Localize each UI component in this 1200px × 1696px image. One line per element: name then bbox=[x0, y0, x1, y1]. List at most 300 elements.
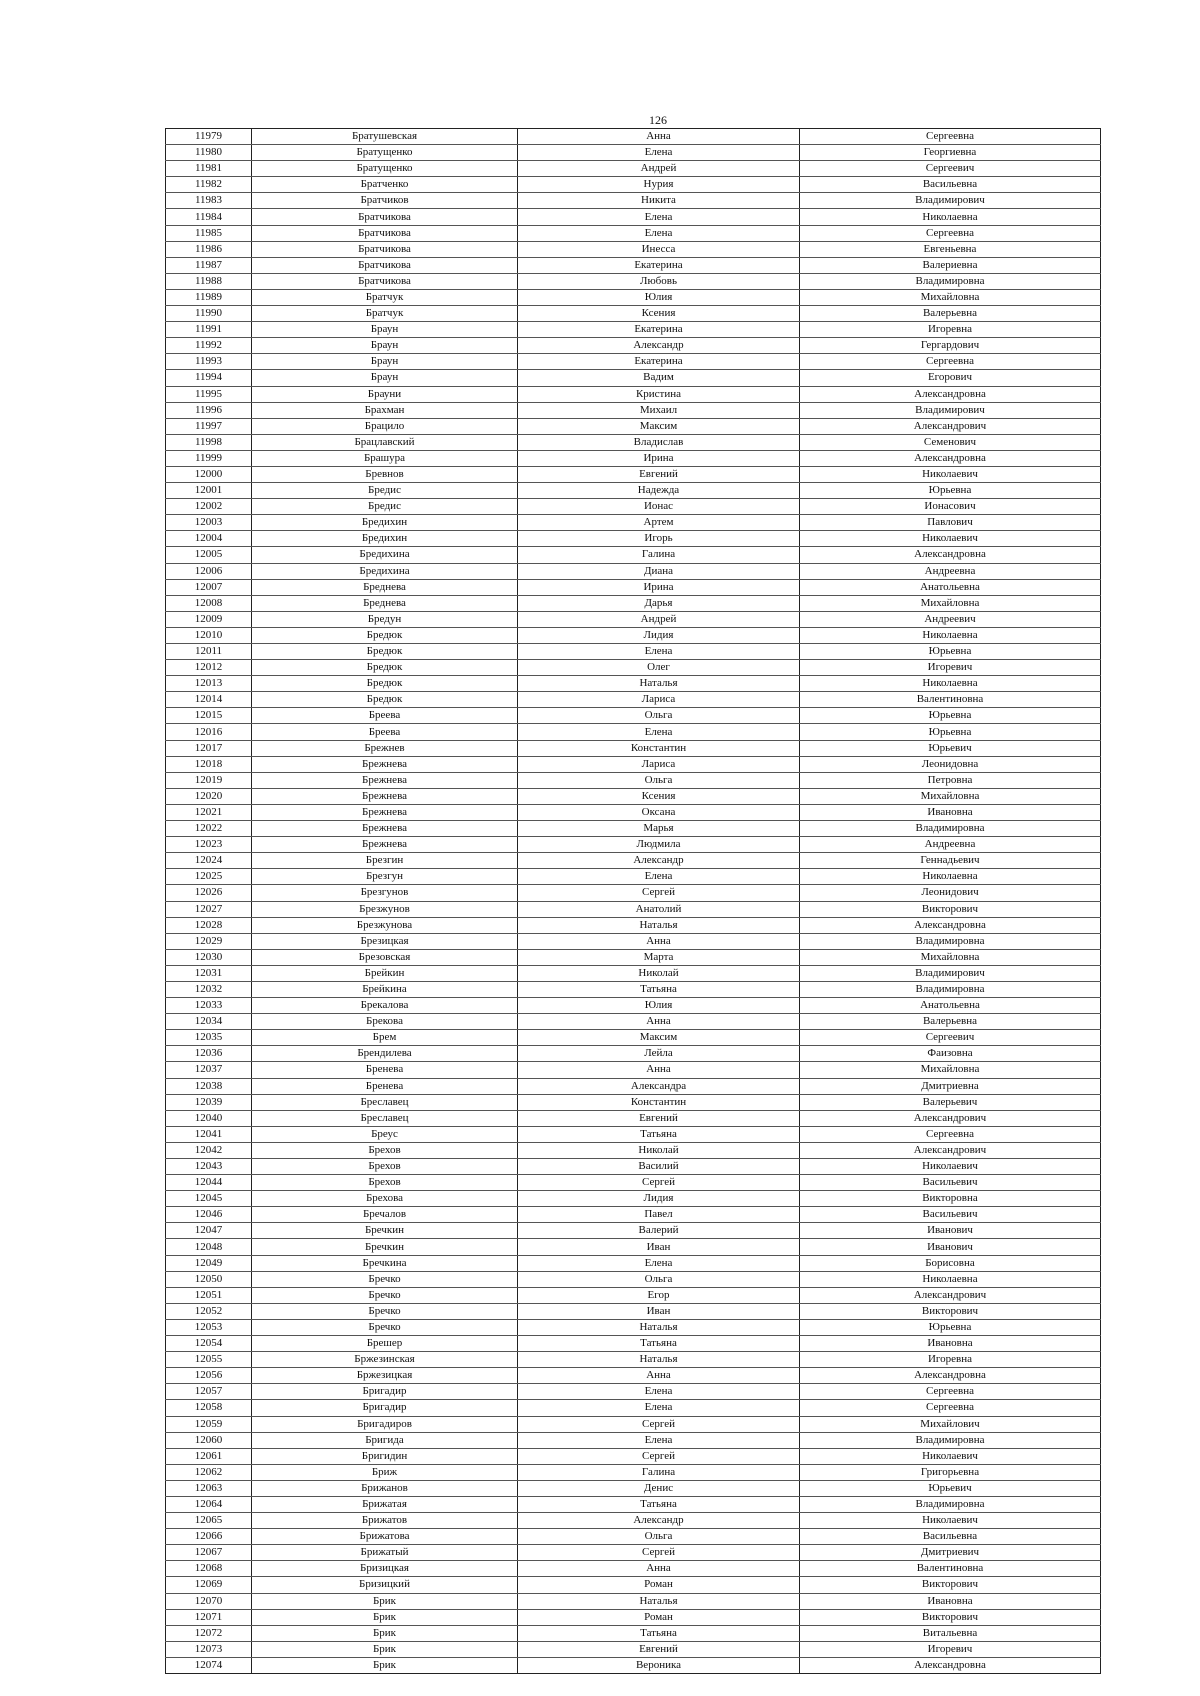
patronymic-cell: Васильевна bbox=[800, 1529, 1101, 1545]
last-name-cell: Бредюк bbox=[252, 660, 518, 676]
record-number-cell: 11993 bbox=[166, 354, 252, 370]
table-row bbox=[166, 1207, 1101, 1223]
record-number-cell: 12054 bbox=[166, 1336, 252, 1352]
patronymic-cell: Дмитриевна bbox=[800, 1078, 1101, 1094]
patronymic-cell: Сергеевна bbox=[800, 354, 1101, 370]
record-number-cell: 12062 bbox=[166, 1464, 252, 1480]
last-name-cell: Бречалов bbox=[252, 1207, 518, 1223]
first-name-cell: Максим bbox=[518, 418, 800, 434]
record-number-cell: 12064 bbox=[166, 1496, 252, 1512]
table-row bbox=[166, 853, 1101, 869]
record-number-cell: 12041 bbox=[166, 1126, 252, 1142]
table-row bbox=[166, 998, 1101, 1014]
table-row bbox=[166, 418, 1101, 434]
record-number-cell: 11998 bbox=[166, 434, 252, 450]
patronymic-cell: Владимирович bbox=[800, 965, 1101, 981]
last-name-cell: Брезгунов bbox=[252, 885, 518, 901]
table-row bbox=[166, 402, 1101, 418]
patronymic-cell: Ивановна bbox=[800, 804, 1101, 820]
last-name-cell: Брауни bbox=[252, 386, 518, 402]
record-number-cell: 12037 bbox=[166, 1062, 252, 1078]
patronymic-cell: Юрьевна bbox=[800, 1319, 1101, 1335]
first-name-cell: Андрей bbox=[518, 161, 800, 177]
last-name-cell: Бригида bbox=[252, 1432, 518, 1448]
patronymic-cell: Ионасович bbox=[800, 499, 1101, 515]
first-name-cell: Игорь bbox=[518, 531, 800, 547]
first-name-cell: Анна bbox=[518, 1014, 800, 1030]
patronymic-cell: Николаевич bbox=[800, 531, 1101, 547]
record-number-cell: 12026 bbox=[166, 885, 252, 901]
last-name-cell: Брежнева bbox=[252, 756, 518, 772]
table-row bbox=[166, 740, 1101, 756]
patronymic-cell: Викторович bbox=[800, 1609, 1101, 1625]
patronymic-cell: Александрович bbox=[800, 1110, 1101, 1126]
table-row bbox=[166, 1078, 1101, 1094]
record-number-cell: 12023 bbox=[166, 837, 252, 853]
record-number-cell: 11986 bbox=[166, 241, 252, 257]
last-name-cell: Брик bbox=[252, 1657, 518, 1673]
record-number-cell: 11984 bbox=[166, 209, 252, 225]
table-row bbox=[166, 644, 1101, 660]
patronymic-cell: Александрович bbox=[800, 418, 1101, 434]
record-number-cell: 12034 bbox=[166, 1014, 252, 1030]
last-name-cell: Брезгун bbox=[252, 869, 518, 885]
record-number-cell: 12009 bbox=[166, 611, 252, 627]
record-number-cell: 12061 bbox=[166, 1448, 252, 1464]
record-number-cell: 11979 bbox=[166, 129, 252, 145]
first-name-cell: Евгений bbox=[518, 466, 800, 482]
last-name-cell: Бригидин bbox=[252, 1448, 518, 1464]
record-number-cell: 12001 bbox=[166, 483, 252, 499]
patronymic-cell: Владимировна bbox=[800, 933, 1101, 949]
record-number-cell: 12048 bbox=[166, 1239, 252, 1255]
first-name-cell: Кристина bbox=[518, 386, 800, 402]
record-number-cell: 12016 bbox=[166, 724, 252, 740]
table-row bbox=[166, 1159, 1101, 1175]
first-name-cell: Николай bbox=[518, 1142, 800, 1158]
first-name-cell: Елена bbox=[518, 145, 800, 161]
table-row bbox=[166, 241, 1101, 257]
table-row bbox=[166, 434, 1101, 450]
first-name-cell: Екатерина bbox=[518, 257, 800, 273]
record-number-cell: 12066 bbox=[166, 1529, 252, 1545]
patronymic-cell: Николаевна bbox=[800, 1271, 1101, 1287]
patronymic-cell: Александрович bbox=[800, 1142, 1101, 1158]
patronymic-cell: Николаевич bbox=[800, 1513, 1101, 1529]
first-name-cell: Роман bbox=[518, 1609, 800, 1625]
first-name-cell: Константин bbox=[518, 740, 800, 756]
record-number-cell: 12060 bbox=[166, 1432, 252, 1448]
last-name-cell: Брезицкая bbox=[252, 933, 518, 949]
first-name-cell: Егор bbox=[518, 1287, 800, 1303]
patronymic-cell: Валериевна bbox=[800, 257, 1101, 273]
table-row bbox=[166, 177, 1101, 193]
table-row bbox=[166, 1496, 1101, 1512]
patronymic-cell: Валерьевна bbox=[800, 306, 1101, 322]
patronymic-cell: Семенович bbox=[800, 434, 1101, 450]
record-number-cell: 11992 bbox=[166, 338, 252, 354]
last-name-cell: Бригадир bbox=[252, 1384, 518, 1400]
patronymic-cell: Борисовна bbox=[800, 1255, 1101, 1271]
last-name-cell: Бредис bbox=[252, 499, 518, 515]
patronymic-cell: Михайловна bbox=[800, 595, 1101, 611]
table-row bbox=[166, 869, 1101, 885]
patronymic-cell: Николаевич bbox=[800, 466, 1101, 482]
first-name-cell: Лидия bbox=[518, 1191, 800, 1207]
table-row bbox=[166, 1255, 1101, 1271]
first-name-cell: Татьяна bbox=[518, 1496, 800, 1512]
patronymic-cell: Владимировна bbox=[800, 821, 1101, 837]
table-row bbox=[166, 1014, 1101, 1030]
table-row bbox=[166, 788, 1101, 804]
record-number-cell: 12039 bbox=[166, 1094, 252, 1110]
record-number-cell: 12071 bbox=[166, 1609, 252, 1625]
last-name-cell: Бредихина bbox=[252, 547, 518, 563]
table-row bbox=[166, 1336, 1101, 1352]
first-name-cell: Наталья bbox=[518, 1319, 800, 1335]
first-name-cell: Михаил bbox=[518, 402, 800, 418]
last-name-cell: Братчикова bbox=[252, 209, 518, 225]
first-name-cell: Валерий bbox=[518, 1223, 800, 1239]
first-name-cell: Николай bbox=[518, 965, 800, 981]
first-name-cell: Лариса bbox=[518, 692, 800, 708]
first-name-cell: Дарья bbox=[518, 595, 800, 611]
table-row bbox=[166, 1384, 1101, 1400]
patronymic-cell: Фаизовна bbox=[800, 1046, 1101, 1062]
first-name-cell: Диана bbox=[518, 563, 800, 579]
record-number-cell: 12056 bbox=[166, 1368, 252, 1384]
table-row bbox=[166, 1432, 1101, 1448]
table-row bbox=[166, 756, 1101, 772]
record-number-cell: 11997 bbox=[166, 418, 252, 434]
patronymic-cell: Витальевна bbox=[800, 1625, 1101, 1641]
record-number-cell: 12027 bbox=[166, 901, 252, 917]
patronymic-cell: Ивановна bbox=[800, 1593, 1101, 1609]
patronymic-cell: Андреевич bbox=[800, 611, 1101, 627]
table-row bbox=[166, 1239, 1101, 1255]
first-name-cell: Максим bbox=[518, 1030, 800, 1046]
last-name-cell: Брежнева bbox=[252, 772, 518, 788]
last-name-cell: Бржезинская bbox=[252, 1352, 518, 1368]
record-number-cell: 12033 bbox=[166, 998, 252, 1014]
first-name-cell: Елена bbox=[518, 1400, 800, 1416]
first-name-cell: Лейла bbox=[518, 1046, 800, 1062]
first-name-cell: Юлия bbox=[518, 289, 800, 305]
record-number-cell: 12015 bbox=[166, 708, 252, 724]
table-row bbox=[166, 676, 1101, 692]
record-number-cell: 12074 bbox=[166, 1657, 252, 1673]
record-number-cell: 12018 bbox=[166, 756, 252, 772]
patronymic-cell: Михайловна bbox=[800, 1062, 1101, 1078]
record-number-cell: 11995 bbox=[166, 386, 252, 402]
last-name-cell: Братчикова bbox=[252, 241, 518, 257]
record-number-cell: 12070 bbox=[166, 1593, 252, 1609]
first-name-cell: Константин bbox=[518, 1094, 800, 1110]
last-name-cell: Бреднева bbox=[252, 579, 518, 595]
first-name-cell: Анатолий bbox=[518, 901, 800, 917]
record-number-cell: 12029 bbox=[166, 933, 252, 949]
last-name-cell: Бриж bbox=[252, 1464, 518, 1480]
first-name-cell: Сергей bbox=[518, 1545, 800, 1561]
patronymic-cell: Михайлович bbox=[800, 1416, 1101, 1432]
last-name-cell: Братущенко bbox=[252, 145, 518, 161]
last-name-cell: Бредюк bbox=[252, 644, 518, 660]
last-name-cell: Бризицкий bbox=[252, 1577, 518, 1593]
table-row bbox=[166, 225, 1101, 241]
patronymic-cell: Игоревич bbox=[800, 660, 1101, 676]
patronymic-cell: Викторовна bbox=[800, 1191, 1101, 1207]
first-name-cell: Денис bbox=[518, 1480, 800, 1496]
patronymic-cell: Александровна bbox=[800, 917, 1101, 933]
patronymic-cell: Николаевна bbox=[800, 676, 1101, 692]
last-name-cell: Брезжунов bbox=[252, 901, 518, 917]
table-row bbox=[166, 1416, 1101, 1432]
last-name-cell: Брешер bbox=[252, 1336, 518, 1352]
record-number-cell: 12002 bbox=[166, 499, 252, 515]
record-number-cell: 11989 bbox=[166, 289, 252, 305]
record-number-cell: 12030 bbox=[166, 949, 252, 965]
first-name-cell: Наталья bbox=[518, 676, 800, 692]
table-row bbox=[166, 499, 1101, 515]
patronymic-cell: Григорьевна bbox=[800, 1464, 1101, 1480]
patronymic-cell: Леонидович bbox=[800, 885, 1101, 901]
table-row bbox=[166, 692, 1101, 708]
table-row bbox=[166, 483, 1101, 499]
record-number-cell: 11991 bbox=[166, 322, 252, 338]
first-name-cell: Надежда bbox=[518, 483, 800, 499]
last-name-cell: Браун bbox=[252, 338, 518, 354]
first-name-cell: Оксана bbox=[518, 804, 800, 820]
table-row bbox=[166, 563, 1101, 579]
first-name-cell: Людмила bbox=[518, 837, 800, 853]
record-number-cell: 12038 bbox=[166, 1078, 252, 1094]
patronymic-cell: Игоревна bbox=[800, 1352, 1101, 1368]
table-row bbox=[166, 837, 1101, 853]
last-name-cell: Брежнева bbox=[252, 788, 518, 804]
table-row bbox=[166, 386, 1101, 402]
table-row bbox=[166, 1464, 1101, 1480]
patronymic-cell: Юрьевна bbox=[800, 724, 1101, 740]
patronymic-cell: Анатольевна bbox=[800, 998, 1101, 1014]
patronymic-cell: Петровна bbox=[800, 772, 1101, 788]
table-row bbox=[166, 1223, 1101, 1239]
first-name-cell: Юлия bbox=[518, 998, 800, 1014]
table-row bbox=[166, 1142, 1101, 1158]
record-number-cell: 12051 bbox=[166, 1287, 252, 1303]
patronymic-cell: Валерьевна bbox=[800, 1014, 1101, 1030]
patronymic-cell: Ивановна bbox=[800, 1336, 1101, 1352]
last-name-cell: Брезовская bbox=[252, 949, 518, 965]
last-name-cell: Бречко bbox=[252, 1303, 518, 1319]
first-name-cell: Ольга bbox=[518, 1529, 800, 1545]
first-name-cell: Ксения bbox=[518, 788, 800, 804]
last-name-cell: Брейкина bbox=[252, 981, 518, 997]
first-name-cell: Анна bbox=[518, 129, 800, 145]
last-name-cell: Брежнева bbox=[252, 821, 518, 837]
record-number-cell: 12019 bbox=[166, 772, 252, 788]
patronymic-cell: Юрьевна bbox=[800, 708, 1101, 724]
last-name-cell: Бредис bbox=[252, 483, 518, 499]
last-name-cell: Брезгин bbox=[252, 853, 518, 869]
patronymic-cell: Николаевич bbox=[800, 1448, 1101, 1464]
table-row bbox=[166, 1319, 1101, 1335]
table-row bbox=[166, 885, 1101, 901]
table-row bbox=[166, 1046, 1101, 1062]
record-number-cell: 12052 bbox=[166, 1303, 252, 1319]
last-name-cell: Брендилева bbox=[252, 1046, 518, 1062]
table-row bbox=[166, 981, 1101, 997]
first-name-cell: Артем bbox=[518, 515, 800, 531]
first-name-cell: Любовь bbox=[518, 273, 800, 289]
last-name-cell: Брацлавский bbox=[252, 434, 518, 450]
last-name-cell: Братушевская bbox=[252, 129, 518, 145]
table-row bbox=[166, 611, 1101, 627]
first-name-cell: Ольга bbox=[518, 772, 800, 788]
record-number-cell: 12063 bbox=[166, 1480, 252, 1496]
table-row bbox=[166, 965, 1101, 981]
record-number-cell: 12003 bbox=[166, 515, 252, 531]
patronymic-cell: Викторович bbox=[800, 1303, 1101, 1319]
last-name-cell: Брик bbox=[252, 1593, 518, 1609]
record-number-cell: 12044 bbox=[166, 1175, 252, 1191]
last-name-cell: Брик bbox=[252, 1625, 518, 1641]
record-number-cell: 12047 bbox=[166, 1223, 252, 1239]
patronymic-cell: Юрьевна bbox=[800, 644, 1101, 660]
table-row bbox=[166, 1609, 1101, 1625]
first-name-cell: Наталья bbox=[518, 1593, 800, 1609]
last-name-cell: Брижатая bbox=[252, 1496, 518, 1512]
first-name-cell: Елена bbox=[518, 724, 800, 740]
first-name-cell: Евгений bbox=[518, 1641, 800, 1657]
last-name-cell: Бреславец bbox=[252, 1094, 518, 1110]
first-name-cell: Александр bbox=[518, 853, 800, 869]
table-row bbox=[166, 193, 1101, 209]
last-name-cell: Брик bbox=[252, 1641, 518, 1657]
last-name-cell: Братчук bbox=[252, 289, 518, 305]
last-name-cell: Брекалова bbox=[252, 998, 518, 1014]
patronymic-cell: Валерьевич bbox=[800, 1094, 1101, 1110]
last-name-cell: Бредун bbox=[252, 611, 518, 627]
first-name-cell: Сергей bbox=[518, 1448, 800, 1464]
table-row bbox=[166, 370, 1101, 386]
patronymic-cell: Игоревна bbox=[800, 322, 1101, 338]
patronymic-cell: Владимировна bbox=[800, 1432, 1101, 1448]
last-name-cell: Брежнева bbox=[252, 804, 518, 820]
record-number-cell: 12050 bbox=[166, 1271, 252, 1287]
record-number-cell: 12036 bbox=[166, 1046, 252, 1062]
patronymic-cell: Юрьевич bbox=[800, 1480, 1101, 1496]
table-row bbox=[166, 1271, 1101, 1287]
record-number-cell: 12021 bbox=[166, 804, 252, 820]
table-row bbox=[166, 289, 1101, 305]
table-row bbox=[166, 145, 1101, 161]
table-row bbox=[166, 917, 1101, 933]
record-number-cell: 12057 bbox=[166, 1384, 252, 1400]
patronymic-cell: Павлович bbox=[800, 515, 1101, 531]
table-row bbox=[166, 821, 1101, 837]
last-name-cell: Братчикова bbox=[252, 257, 518, 273]
table-row bbox=[166, 209, 1101, 225]
record-number-cell: 11983 bbox=[166, 193, 252, 209]
first-name-cell: Ирина bbox=[518, 450, 800, 466]
table-row bbox=[166, 1625, 1101, 1641]
patronymic-cell: Игоревич bbox=[800, 1641, 1101, 1657]
last-name-cell: Бредихина bbox=[252, 563, 518, 579]
first-name-cell: Татьяна bbox=[518, 1126, 800, 1142]
last-name-cell: Брехова bbox=[252, 1191, 518, 1207]
table-row bbox=[166, 1561, 1101, 1577]
patronymic-cell: Николаевич bbox=[800, 1159, 1101, 1175]
table-row bbox=[166, 1657, 1101, 1673]
patronymic-cell: Юрьевич bbox=[800, 740, 1101, 756]
patronymic-cell: Сергеевич bbox=[800, 161, 1101, 177]
table-row bbox=[166, 1368, 1101, 1384]
first-name-cell: Анна bbox=[518, 1368, 800, 1384]
first-name-cell: Татьяна bbox=[518, 1336, 800, 1352]
last-name-cell: Брем bbox=[252, 1030, 518, 1046]
first-name-cell: Нурия bbox=[518, 177, 800, 193]
table-row bbox=[166, 772, 1101, 788]
first-name-cell: Сергей bbox=[518, 1175, 800, 1191]
patronymic-cell: Александровна bbox=[800, 386, 1101, 402]
record-number-cell: 12014 bbox=[166, 692, 252, 708]
last-name-cell: Брехов bbox=[252, 1175, 518, 1191]
table-row bbox=[166, 273, 1101, 289]
table-row bbox=[166, 1062, 1101, 1078]
first-name-cell: Елена bbox=[518, 209, 800, 225]
patronymic-cell: Анатольевна bbox=[800, 579, 1101, 595]
first-name-cell: Лидия bbox=[518, 627, 800, 643]
last-name-cell: Бречко bbox=[252, 1319, 518, 1335]
table-row bbox=[166, 804, 1101, 820]
patronymic-cell: Гергардович bbox=[800, 338, 1101, 354]
last-name-cell: Брекова bbox=[252, 1014, 518, 1030]
table-row bbox=[166, 1352, 1101, 1368]
first-name-cell: Татьяна bbox=[518, 1625, 800, 1641]
patronymic-cell: Михайловна bbox=[800, 289, 1101, 305]
patronymic-cell: Андреевна bbox=[800, 563, 1101, 579]
last-name-cell: Бредюк bbox=[252, 692, 518, 708]
last-name-cell: Брацило bbox=[252, 418, 518, 434]
table-row bbox=[166, 161, 1101, 177]
record-number-cell: 12005 bbox=[166, 547, 252, 563]
record-number-cell: 11980 bbox=[166, 145, 252, 161]
last-name-cell: Бригадиров bbox=[252, 1416, 518, 1432]
first-name-cell: Александра bbox=[518, 1078, 800, 1094]
record-number-cell: 12068 bbox=[166, 1561, 252, 1577]
last-name-cell: Брезжунова bbox=[252, 917, 518, 933]
patronymic-cell: Александровна bbox=[800, 1368, 1101, 1384]
record-number-cell: 12049 bbox=[166, 1255, 252, 1271]
first-name-cell: Ксения bbox=[518, 306, 800, 322]
record-number-cell: 12073 bbox=[166, 1641, 252, 1657]
patronymic-cell: Николаевна bbox=[800, 869, 1101, 885]
last-name-cell: Браун bbox=[252, 370, 518, 386]
first-name-cell: Павел bbox=[518, 1207, 800, 1223]
record-number-cell: 11994 bbox=[166, 370, 252, 386]
names-table-body bbox=[166, 129, 1101, 1674]
last-name-cell: Братчук bbox=[252, 306, 518, 322]
record-number-cell: 12032 bbox=[166, 981, 252, 997]
patronymic-cell: Егорович bbox=[800, 370, 1101, 386]
first-name-cell: Иван bbox=[518, 1303, 800, 1319]
last-name-cell: Брижатова bbox=[252, 1529, 518, 1545]
last-name-cell: Бреднева bbox=[252, 595, 518, 611]
first-name-cell: Ирина bbox=[518, 579, 800, 595]
record-number-cell: 12004 bbox=[166, 531, 252, 547]
table-row bbox=[166, 531, 1101, 547]
last-name-cell: Братченко bbox=[252, 177, 518, 193]
